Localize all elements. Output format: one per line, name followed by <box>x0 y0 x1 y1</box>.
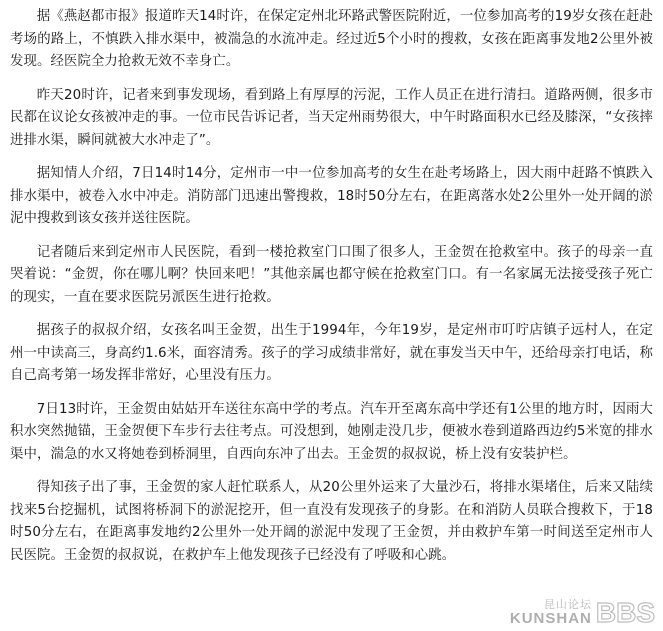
paragraph-5: 据孩子的叔叔介绍，女孩名叫王金贺，出生于1994年，今年19岁，是定州市叮咛店镇子远村人，在定州一中读高三，身高约1.6米，面容清秀。孩子的学习成绩非常好，就在事发当天中午，还给母亲打电话，称自己高考第一场发挥非常好，心里没有压力。 <box>10 323 653 383</box>
watermark-bbs-mark: BBS <box>595 597 655 628</box>
forum-watermark-logo <box>510 599 655 627</box>
paragraph-7: 得知孩子出了事，王金贺的家人赶忙联系人，从20公里外运来了大量沙石，将排水渠堵住，后来又陆续找来5台挖掘机，试图将桥洞下的淤泥挖开，但一直没有发现孩子的身影。在和消防人员联合搜救下，于18时50分左右，在距离事发地约2公里外一处开阔的淤泥中发现了王金贺，并由救护车第一时间送至定州市人民医院。王金贺的叔叔说，在救护车上他发现孩子已经没有了呼吸和心跳。 <box>10 480 653 563</box>
watermark-text-stack <box>510 599 592 627</box>
paragraph-6: 7日13时许，王金贺由姑姑开车送往东高中学的考点。汽车开至离东高中学还有1公里的地方时，因雨大积水突然抛锚，王金贺便下车步行去往考点。可没想到，她刚走没几步，便被水卷到道路西边约5米宽的排水渠中，湍急的水又将她卷到桥洞里，自西向东冲了出去。王金贺的叔叔说，桥上没有安装护栏。 <box>10 401 653 462</box>
paragraph-1: 据《燕赵都市报》报道昨天14时许，在保定定州北环路武警医院附近，一位参加高考的19岁女孩在赶赴考场的路上，不慎跌入排水渠中，被湍急的水流冲走。经过近5个小时的搜救，女孩在距离事发地2公里外被发现。经医院全力抢救无效不幸身亡。 <box>10 9 653 69</box>
paragraph-2: 昨天20时许，记者来到事发现场，看到路上有厚厚的污泥，工作人员正在进行清扫。道路两侧，很多市民都在议论女孩被冲走的事。一位市民告诉记者，当天定州雨势很大，中午时路面积水已经及膝深，“女孩摔进排水渠，瞬间就被大水冲走了”。 <box>10 87 653 148</box>
article-body <box>10 6 653 578</box>
watermark-chinese-name: 昆山论坛 <box>543 598 592 611</box>
paragraph-3: 据知情人介绍，7日14时14分，定州市一中一位参加高考的女生在赴考场路上，因大雨中赶路不慎跌入排水渠中，被卷入水中冲走。消防部门迅速出警搜救，18时50分左右，在距离落水处2公里外一处开阔的淤泥中搜救到该女孩并送往医院。 <box>10 166 653 226</box>
paragraph-4: 记者随后来到定州市人民医院，看到一楼抢救室门口围了很多人，王金贺在抢救室中。孩子的母亲一直哭着说：“金贺，你在哪儿啊？快回来吧！”其他亲属也都守候在抢救室门口。有一名家属无法接受孩子死亡的现实，一直在要求医院另派医生进行抢救。 <box>10 244 653 305</box>
watermark-english-name: KUNSHAN <box>509 610 592 627</box>
